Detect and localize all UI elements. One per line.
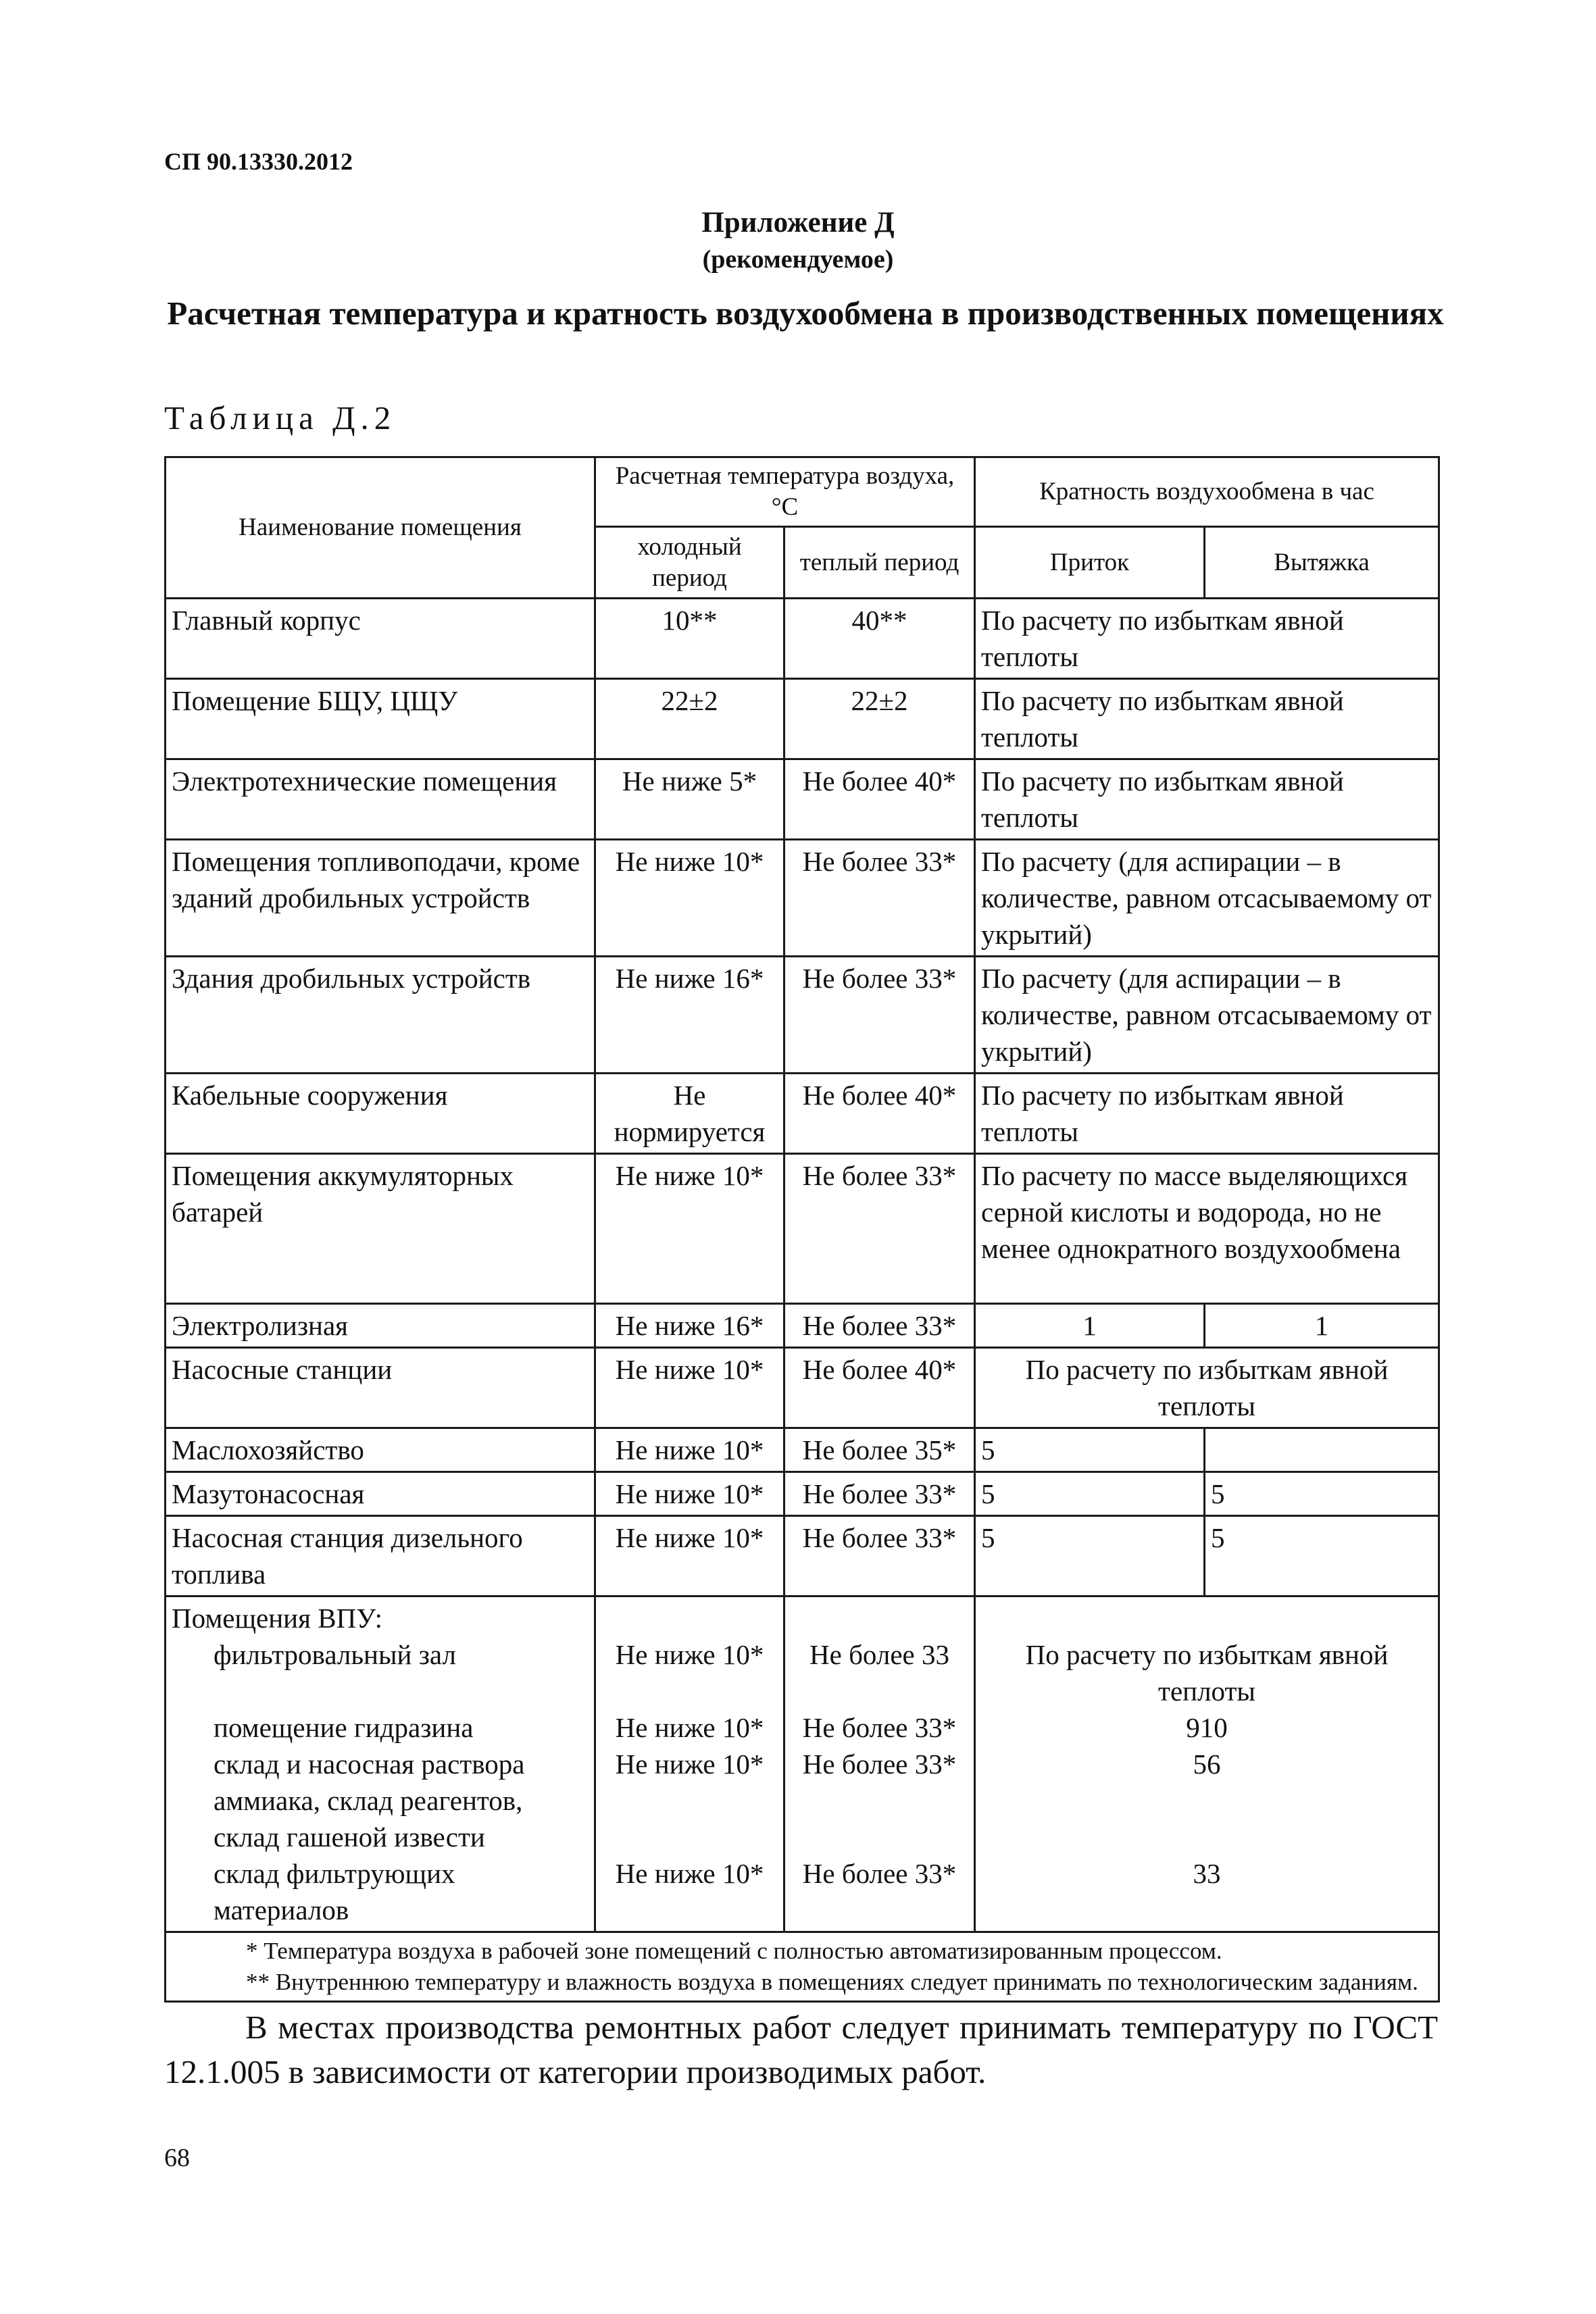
room-name-cell: Помещения топливоподачи, кроме зданий дробильных устройств [166, 840, 595, 957]
table-notes-row [166, 1932, 1439, 2002]
table-label: Таблица Д.2 [164, 399, 397, 436]
table-row [166, 1472, 1439, 1516]
table-row [166, 599, 1439, 679]
room-name-cell: Маслохозяйство [166, 1428, 595, 1472]
room-name-cell: Электролизная [166, 1304, 595, 1348]
warm-period-cell: 40** [784, 599, 975, 679]
vpu-item-name: склад фильтрующих материалов [214, 1858, 455, 1926]
exhaust-cell: 5 [1205, 1516, 1439, 1596]
vpu-item-exchange: 33 [1193, 1858, 1221, 1889]
vpu-item-exchange: 910 [1186, 1712, 1228, 1743]
table-row [166, 1074, 1439, 1154]
table-row [166, 1516, 1439, 1596]
room-name-cell: Главный корпус [166, 599, 595, 679]
air-exchange-cell: По расчету по избыткам явной теплоты [975, 599, 1439, 679]
air-exchange-cell: По расчету (для аспирации – в количестве, равном отсасываемому от укрытий) [975, 957, 1439, 1074]
footnote: ** Внутреннюю температуру и влажность воздуха в помещениях следует принимать по технологическим заданиям. [246, 1969, 1418, 1995]
vpu-item-name: помещение гидразина [214, 1712, 474, 1743]
warm-period-cell: Не более 40* [784, 1074, 975, 1154]
cold-period-cell: Не нормируется [595, 1074, 784, 1154]
vpu-item-cold: Не ниже 10* [615, 1858, 764, 1889]
room-name-cell: Насосная станция дизельного топлива [166, 1516, 595, 1596]
footnote: * Температура воздуха в рабочей зоне помещений с полностью автоматизированным процессом. [246, 1938, 1222, 1964]
vpu-item-warm: Не более 33* [802, 1749, 957, 1780]
warm-period-cell: Не более 33* [784, 957, 975, 1074]
air-exchange-cell: По расчету по избыткам явной теплоты [975, 759, 1439, 840]
room-name-cell: Здания дробильных устройств [166, 957, 595, 1074]
warm-period-cell: Не более 40* [784, 759, 975, 840]
vpu-exchange-cell [975, 1596, 1439, 1932]
header-inflow: Приток [975, 527, 1205, 599]
inflow-cell: 5 [975, 1428, 1205, 1472]
warm-period-cell: Не более 33* [784, 1516, 975, 1596]
vpu-item-name: фильтровальный зал [214, 1639, 456, 1670]
air-exchange-cell: По расчету по избыткам явной теплоты [975, 1348, 1439, 1428]
vpu-item-warm: Не более 33* [802, 1858, 957, 1889]
table-row-vpu [166, 1596, 1439, 1932]
cold-period-cell: Не ниже 10* [595, 1516, 784, 1596]
vpu-cold-cell [595, 1596, 784, 1932]
header-air-exchange: Кратность воздухообмена в час [975, 457, 1439, 527]
vpu-item-name: склад и насосная раствора аммиака, склад реагентов, склад гашеной извести [214, 1749, 525, 1853]
table-row [166, 840, 1439, 957]
table-row [166, 957, 1439, 1074]
inflow-cell: 5 [975, 1516, 1205, 1596]
vpu-item-exchange: По расчету по избыткам явной теплоты [1025, 1639, 1389, 1707]
cold-period-cell: Не ниже 10* [595, 1472, 784, 1516]
header-temperature: Расчетная температура воздуха, °С [595, 457, 975, 527]
table-row [166, 1304, 1439, 1348]
header-room: Наименование помещения [166, 457, 595, 599]
air-exchange-cell: По расчету по массе выделяющихся серной кислоты и водорода, но не менее однократного воздухообмена [975, 1154, 1439, 1304]
room-name-cell: Помещения аккумуляторных батарей [166, 1154, 595, 1304]
air-exchange-cell: По расчету по избыткам явной теплоты [975, 1074, 1439, 1154]
header-warm-period: теплый период [784, 527, 975, 599]
room-name-cell: Электротехнические помещения [166, 759, 595, 840]
vpu-title: Помещения ВПУ: [172, 1603, 383, 1634]
cold-period-cell: 10** [595, 599, 784, 679]
table-row [166, 759, 1439, 840]
appendix-title: Приложение Д [701, 207, 895, 238]
vpu-item-warm: Не более 33* [802, 1712, 957, 1743]
vpu-names-cell [166, 1596, 595, 1932]
warm-period-cell: Не более 33* [784, 840, 975, 957]
warm-period-cell: Не более 33* [784, 1304, 975, 1348]
exhaust-cell: 1 [1205, 1304, 1439, 1348]
exhaust-cell: 5 [1205, 1472, 1439, 1516]
main-title: Расчетная температура и кратность воздухообмена в производственных помещениях [167, 295, 1444, 332]
cold-period-cell: Не ниже 5* [595, 759, 784, 840]
table-row [166, 679, 1439, 759]
air-exchange-cell: По расчету по избыткам явной теплоты [975, 679, 1439, 759]
cold-period-cell: Не ниже 10* [595, 1428, 784, 1472]
vpu-item-cold: Не ниже 10* [615, 1712, 764, 1743]
warm-period-cell: 22±2 [784, 679, 975, 759]
exhaust-cell [1205, 1428, 1439, 1472]
vpu-item-warm: Не более 33 [809, 1639, 949, 1670]
cold-period-cell: 22±2 [595, 679, 784, 759]
cold-period-cell: Не ниже 16* [595, 1304, 784, 1348]
room-name-cell: Кабельные сооружения [166, 1074, 595, 1154]
warm-period-cell: Не более 35* [784, 1428, 975, 1472]
vpu-item-exchange: 56 [1193, 1749, 1221, 1780]
room-name-cell: Насосные станции [166, 1348, 595, 1428]
vpu-warm-cell [784, 1596, 975, 1932]
warm-period-cell: Не более 40* [784, 1348, 975, 1428]
page-number: 68 [164, 2144, 190, 2172]
cold-period-cell: Не ниже 10* [595, 1154, 784, 1304]
room-name-cell: Помещение БЩУ, ЦЩУ [166, 679, 595, 759]
header-cold-period: холодный период [595, 527, 784, 599]
inflow-cell: 1 [975, 1304, 1205, 1348]
cold-period-cell: Не ниже 10* [595, 1348, 784, 1428]
cold-period-cell: Не ниже 10* [595, 840, 784, 957]
vpu-item-cold: Не ниже 10* [615, 1639, 764, 1670]
cold-period-cell: Не ниже 16* [595, 957, 784, 1074]
footnotes-cell [166, 1932, 1439, 2002]
warm-period-cell: Не более 33* [784, 1472, 975, 1516]
document-code: СП 90.13330.2012 [164, 148, 353, 175]
vpu-item-cold: Не ниже 10* [615, 1749, 764, 1780]
table-row [166, 1348, 1439, 1428]
header-exhaust: Вытяжка [1205, 527, 1439, 599]
appendix-subtitle: (рекомендуемое) [702, 245, 894, 274]
table-row [166, 1428, 1439, 1472]
room-name-cell: Мазутонасосная [166, 1472, 595, 1516]
air-exchange-cell: По расчету (для аспирации – в количестве, равном отсасываемому от укрытий) [975, 840, 1439, 957]
data-table [164, 456, 1440, 2003]
warm-period-cell: Не более 33* [784, 1154, 975, 1304]
body-paragraph: В местах производства ремонтных работ следует принимать температуру по ГОСТ 12.1.005 в зависимости от категории производимых работ. [164, 2009, 1438, 2090]
inflow-cell: 5 [975, 1472, 1205, 1516]
table-row [166, 1154, 1439, 1304]
